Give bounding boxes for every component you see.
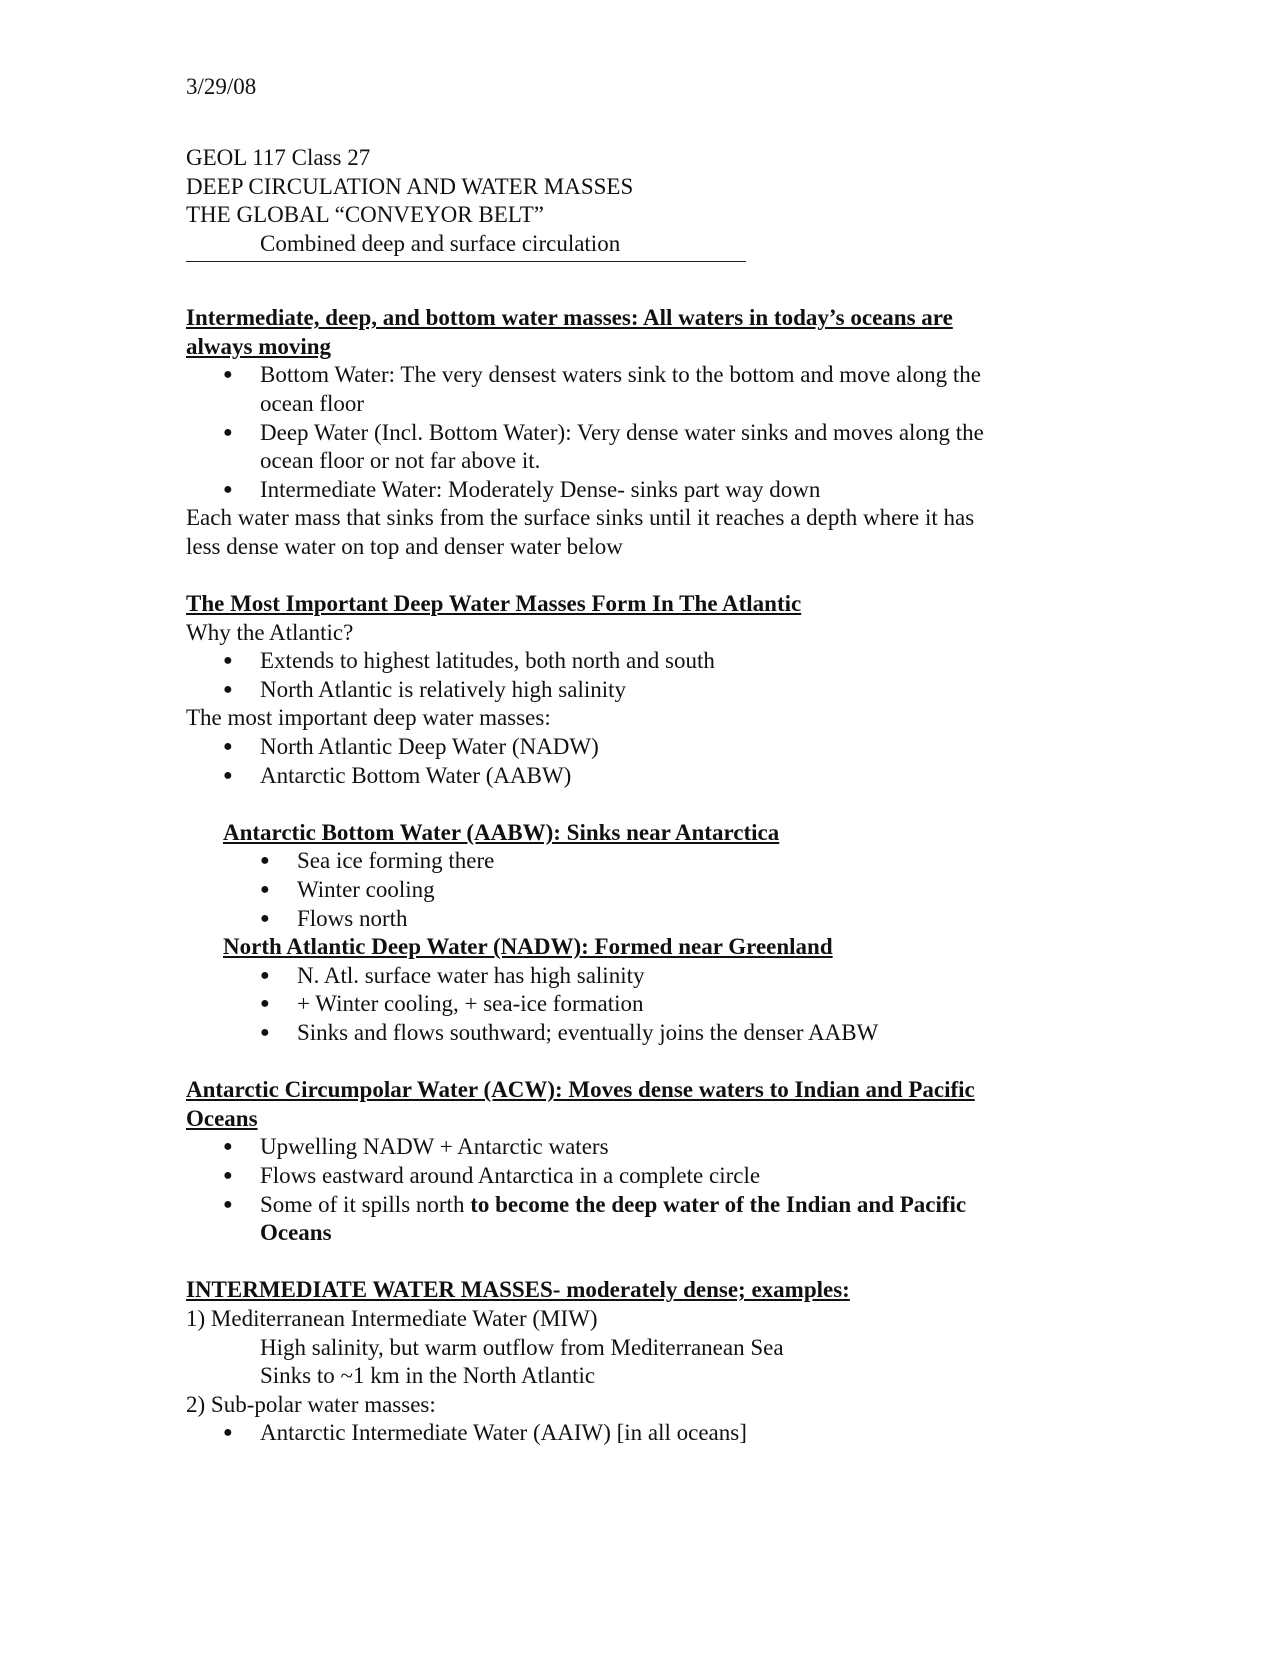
page-subtitle: THE GLOBAL “CONVEYOR BELT” xyxy=(186,202,544,228)
list-item: ● North Atlantic Deep Water (NADW) xyxy=(186,733,1086,762)
nadw-list xyxy=(186,962,1086,1048)
bullet-icon: ● xyxy=(260,966,270,984)
subheading-aabw: Antarctic Bottom Water (AABW): Sinks near Antarctica xyxy=(223,819,780,845)
water-mass-list xyxy=(186,361,1086,504)
bullet-icon: ● xyxy=(223,423,233,441)
section-heading-atlantic: The Most Important Deep Water Masses Form In The Atlantic xyxy=(186,591,802,617)
list-item: ● Sea ice forming there xyxy=(186,847,1086,876)
bullet-icon: ● xyxy=(260,881,270,899)
subheading-nadw: North Atlantic Deep Water (NADW): Formed near Greenland xyxy=(223,934,833,960)
bullet-icon: ● xyxy=(223,1424,233,1442)
list-item: ● Antarctic Intermediate Water (AAIW) [in all oceans] xyxy=(186,1419,1086,1448)
aabw-list xyxy=(186,847,1086,933)
section-heading-water-masses: Intermediate, deep, and bottom water masses: All waters in today’s oceans are always moving xyxy=(186,305,953,359)
list-item: ● Flows eastward around Antarctica in a complete circle xyxy=(186,1162,1086,1191)
paragraph: The most important deep water masses: xyxy=(186,705,551,731)
bullet-icon: ● xyxy=(223,1166,233,1184)
why-atlantic-list xyxy=(186,647,1086,704)
bullet-icon: ● xyxy=(223,366,233,384)
bullet-icon: ● xyxy=(223,1138,233,1156)
subpolar-list xyxy=(186,1419,1086,1448)
list-item: ● Upwelling NADW + Antarctic waters xyxy=(186,1133,1086,1162)
subtitle-note: Combined deep and surface circulation xyxy=(260,230,621,256)
section-heading-intermediate: INTERMEDIATE WATER MASSES- moderately dense; examples: xyxy=(186,1277,850,1303)
bullet-icon: ● xyxy=(260,1024,270,1041)
bullet-icon: ● xyxy=(223,1195,233,1213)
list-item: ● Some of it spills north to become the deep water of the Indian and Pacific Oceans xyxy=(223,1191,967,1246)
important-masses-list xyxy=(186,733,1086,790)
list-item: ● Extends to highest latitudes, both north and south xyxy=(186,647,1086,676)
list-item: ● Bottom Water: The very densest waters sink to the bottom and move along the ocean floor xyxy=(223,362,982,416)
bullet-icon: ● xyxy=(223,480,233,498)
course-title: GEOL 117 Class 27 xyxy=(186,145,371,171)
list-item: ● Flows north xyxy=(186,905,1086,934)
list-item: ● Antarctic Bottom Water (AABW) xyxy=(186,762,1086,791)
list-item: ● N. Atl. surface water has high salinity xyxy=(186,962,1086,991)
acw-list xyxy=(186,1133,1086,1247)
bullet-icon: ● xyxy=(223,738,233,756)
bullet-icon: ● xyxy=(223,680,233,698)
numbered-item-detail: High salinity, but warm outflow from Mediterranean Sea xyxy=(260,1334,784,1360)
bullet-icon: ● xyxy=(223,766,233,784)
list-item: ● North Atlantic is relatively high salinity xyxy=(186,676,1086,705)
date: 3/29/08 xyxy=(186,74,257,99)
list-item: ● + Winter cooling, + sea-ice formation xyxy=(186,990,1086,1019)
list-item: ● Sinks and flows southward; eventually joins the denser AABW xyxy=(186,1019,1086,1048)
bullet-icon: ● xyxy=(223,652,233,670)
bullet-icon: ● xyxy=(260,995,270,1013)
numbered-item: 2) Sub-polar water masses: xyxy=(186,1391,436,1417)
numbered-item-detail: Sinks to ~1 km in the North Atlantic xyxy=(260,1363,596,1389)
list-item: ● Winter cooling xyxy=(186,876,1086,905)
paragraph: Each water mass that sinks from the surface sinks until it reaches a depth where it has less dense water on top and denser water below xyxy=(186,505,975,559)
list-item: ● Deep Water (Incl. Bottom Water): Very dense water sinks and moves along the ocean floor or not far above it. xyxy=(223,419,984,474)
section-heading-acw: Antarctic Circumpolar Water (ACW): Moves dense waters to Indian and Pacific Oceans xyxy=(186,1077,975,1131)
bullet-icon: ● xyxy=(260,909,270,927)
question-text: Why the Atlantic? xyxy=(186,619,354,645)
document-body xyxy=(186,73,1086,1448)
bullet-icon: ● xyxy=(260,852,270,870)
numbered-item: 1) Mediterranean Intermediate Water (MIW) xyxy=(186,1305,598,1331)
page-title: DEEP CIRCULATION AND WATER MASSES xyxy=(186,173,634,199)
list-item: ● Intermediate Water: Moderately Dense- sinks part way down xyxy=(186,476,1086,505)
